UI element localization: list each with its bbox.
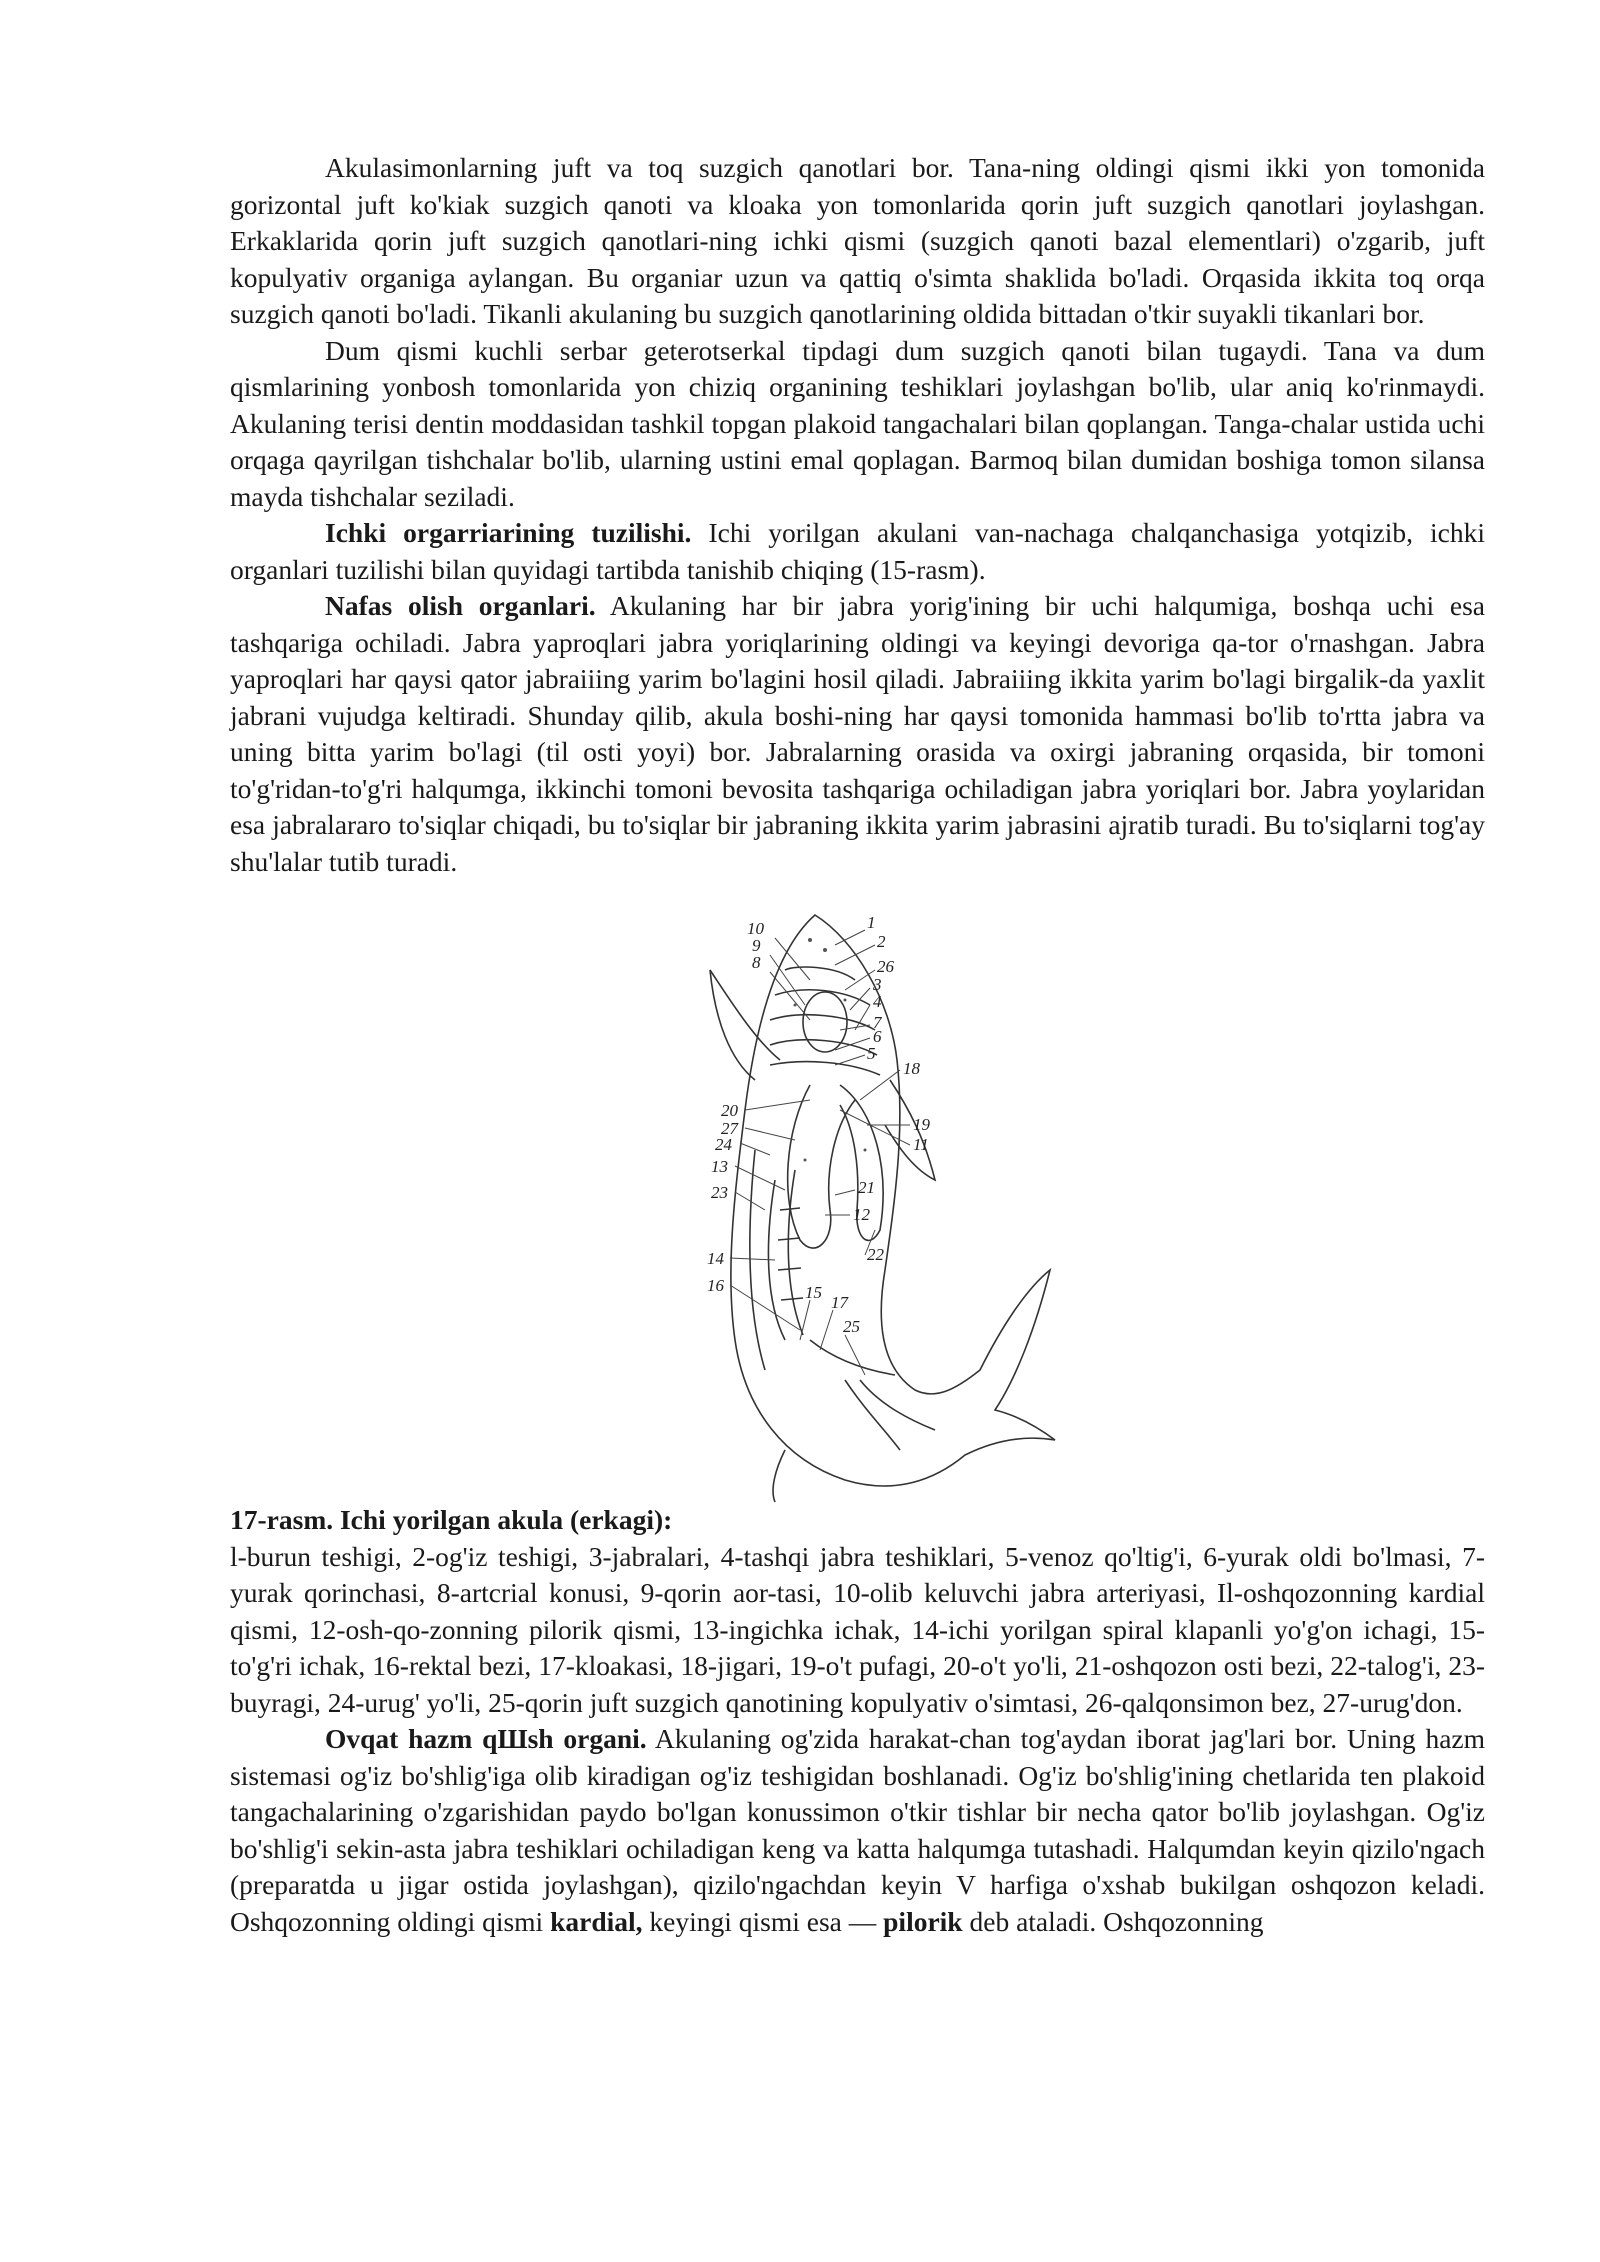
heading-breathing: Nafas olish organlari. [325,590,596,621]
figure-caption-title: 17-rasm. Ichi yorilgan akula (erkagi): [230,1504,673,1535]
figure-label: 15 [805,1283,822,1302]
figure-label: 16 [707,1276,724,1295]
shark-illustration [635,910,1075,1502]
text-breathing: Akulaning har bir jabra yorig'ining bir uchi halqumiga, boshqa uchi esa tashqariga ochiladi. Jabra yaproqlari jabra yoriqlarining oldingi va keyingi devoriga qa-tor o'rnashgan. Jabra yaproqlari har qaysi qator jabraiiing yarim bo'lagini hosil qiladi. Jabraiiing ikkita yarim bo'lagi birgalik-da yaxlit jabrani vujudga keltiradi. Shunday qilib, akula boshi-ning har qaysi tomonida hammasi bo'lib to'rtta jabra va uning bitta yarim bo'lagi (til osti yoyi) bor. Jabralarning orasida va oxirgi jabraning orqasida, bir tomoni to'g'ridan-to'g'ri halqumga, ikkinchi tomoni bevosita tashqariga ochiladigan jabra yoriqlari bor. Jabra yoylaridan esa jabralararo to'siqlar chiqadi, bu to'siqlar bir jabraning ikkita yarim jabrasini ajratib turadi. Bu to'siqlarni tog'ay shu'lalar tutib turadi. [230,590,1485,877]
figure-label: 26 [877,957,894,976]
figure-label: 21 [858,1178,875,1197]
heading-digestion: Ovqat hazm qШsh organi. [325,1723,647,1754]
term-kardial: kardial, [550,1905,643,1937]
figure-label: 14 [707,1249,724,1268]
figure-label: 8 [752,953,761,972]
figure-label: 10 [747,919,764,938]
figure-label: 20 [721,1101,738,1120]
text-digestion-3: deb ataladi. Oshqozonning [962,1905,1264,1937]
figure-label: 17 [831,1293,848,1312]
figure-label: 25 [843,1317,860,1336]
figure-label: 5 [867,1044,876,1063]
paragraph-digestion [230,1721,1485,1940]
text-digestion-1: Akulaning og'zida harakat-chan tog'aydan iborat jag'lari bor. Uning hazm sistemasi og'iz bo'shlig'iga olib kiradigan og'iz teshigidan boshlanadi. Og'iz bo'shlig'ining chetlarida ten plakoid tangachalarining o'zgarishidan paydo bo'lgan konussimon o'tkir tishlar bir necha qator bo'lib joylashgan. Og'iz bo'shlig'i sekin-asta jabra teshiklari ochiladigan keng va katta halqumga tutashadi. Halqumdan keyin qizilo'ngach (preparatda u jigar ostida joylashgan), qizilo'ngachdan keyin V harfiga o'xshab bukilgan oshqozon keladi. Oshqozonning oldingi qismi [230,1723,1485,1937]
shark-anatomy-figure [230,910,1485,1502]
figure-label: 1 [867,913,876,932]
figure-label: 4 [873,992,882,1011]
figure-label: 12 [853,1205,870,1224]
figure-label: 6 [873,1027,882,1046]
figure-label: 19 [913,1115,930,1134]
heading-internal-organs: Ichki orgarriarining tuzilishi. [325,517,692,548]
paragraph-breathing [230,588,1485,880]
figure-label: 9 [752,936,761,955]
figure-label: 2 [877,932,886,951]
figure-label: 18 [903,1059,920,1078]
figure-label: 13 [711,1157,728,1176]
paragraph-internal-organs [230,515,1485,588]
paragraph-fins: Akulasimonlarning juft va toq suzgich qanotlari bor. Tana-ning oldingi qismi ikki yon tomonida gorizontal juft ko'kiak suzgich qanoti va kloaka yon tomonlarida qorin juft suzgich qanotlari joylashgan. Erkaklarida qorin juft suzgich qanotlari-ning ichki qismi (suzgich qanoti bazal elementlari) o'zgarib, juft kopulyativ organiga aylangan. Bu organiar uzun va qattiq o'simta shaklida bo'ladi. Orqasida ikkita toq orqa suzgich qanoti bo'ladi. Tikanli akulaning bu suzgich qanotlarining oldida bittadan o'tkir suyakli tikanlari bor. [230,152,1485,329]
figure-label: 27 [721,1119,738,1138]
text-internal-organs: Ichi yorilgan akulani van-nachaga chalqanchasiga yotqizib, ichki organlari tuzilishi bilan quyidagi tartibda tanishib chiqing (15-rasm). [230,517,1486,585]
figure-label: 3 [873,975,882,994]
text-digestion-2: keyingi qismi esa — [642,1905,884,1937]
figure-label: 7 [873,1013,882,1032]
figure-label: 24 [715,1135,732,1154]
figure-label: 22 [867,1245,884,1264]
document-page [230,150,1485,1940]
paragraph-tail: Dum qismi kuchli serbar geterotserkal tipdagi dum suzgich qanoti bilan tugaydi. Tana va dum qismlarining yonbosh tomonlarida yon chiziq organining teshiklari joylashgan bo'lib, ular aniq ko'rinmaydi. Akulaning terisi dentin moddasidan tashkil topgan plakoid tangachalari bilan qoplangan. Tanga-chalar ustida uchi orqaga qayrilgan tishchalar bo'lib, ularning ustini emal qoplagan. Barmoq bilan dumidan boshiga tomon silansa mayda tishchalar seziladi. [230,334,1485,512]
term-pilorik: pilorik [883,1905,963,1937]
figure-label: 23 [711,1183,728,1202]
figure-label: 11 [913,1135,929,1154]
figure-caption-text: l-burun teshigi, 2-og'iz teshigi, 3-jabralari, 4-tashqi jabra teshiklari, 5-venoz qo'ltig'i, 6-yurak oldi bo'lmasi, 7-yurak qorinchasi, 8-artcrial konusi, 9-qorin aor-tasi, 10-olib keluvchi jabra arteriyasi, Il-oshqozonning kardial qismi, 12-osh-qo-zonning pilorik qismi, 13-ingichka ichak, 14-ichi yorilgan spiral klapanli yo'g'on ichagi, 15-to'g'ri ichak, 16-rektal bezi, 17-kloakasi, 18-jigari, 19-o't pufagi, 20-o't yo'li, 21-oshqozon osti bezi, 22-talog'i, 23-buyragi, 24-urug' yo'li, 25-qorin juft suzgich qanotining kopulyativ o'simtasi, 26-qalqonsimon bez, 27-urug'don. [230,1540,1485,1718]
